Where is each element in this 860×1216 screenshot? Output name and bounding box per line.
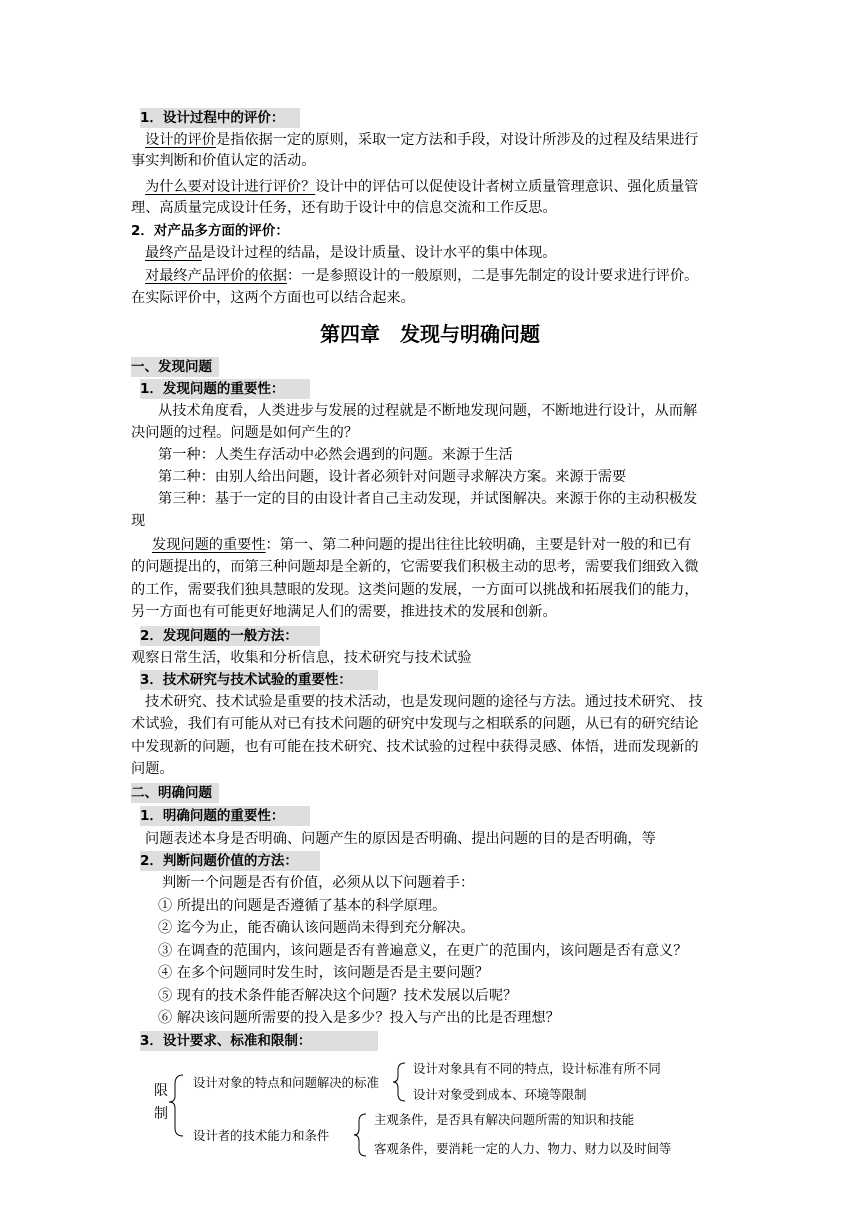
tree-branch-ability: 设计者的技术能力和条件 (193, 1128, 330, 1143)
paragraph-line: 事实判断和价值认定的活动。 (131, 153, 316, 169)
tree-leaf: 设计对象受到成本、环境等限制 (413, 1087, 587, 1102)
paragraph-line: 在实际评价中，这两个方面也可以结合起来。 (131, 290, 415, 306)
list-line: 第三种：基于一定的目的由设计者自己主动发现，并试图解决。来源于你的主动积极发 (158, 491, 698, 507)
paragraph-line: 术试验，我们有可能从对已有技术问题的研究中发现与之相联系的问题，从已有的研究结论 (131, 716, 699, 732)
term-underlined: 为什么要对设计进行评价？ (145, 179, 316, 195)
list-item: ① 所提出的问题是否遵循了基本的科学原理。 (158, 898, 447, 914)
paragraph-line: 另一方面也有可能更好地满足人们的需要，推进技术的发展和创新。 (131, 604, 557, 620)
paragraph-line: 的工作，需要我们独具慧眼的发现。这类问题的发展，一方面可以挑战和拓展我们的能力， (131, 582, 699, 598)
subheading-value-method: 2．判断问题价值的方法： (140, 851, 320, 871)
tree-leaf: 设计对象具有不同的特点，设计标准有所不同 (413, 1061, 661, 1076)
part-heading-clarify: 二、明确问题 (131, 783, 219, 803)
section-heading-product-evaluation: 2．对产品多方面的评价： (131, 223, 289, 239)
brace-branch-1 (393, 1063, 405, 1101)
tree-leaf: 主观条件，是否具有解决问题所需的知识和技能 (374, 1112, 635, 1127)
list-item: ② 迄今为止，能否确认该问题尚未得到充分解决。 (158, 920, 475, 936)
paragraph-line: 为什么要对设计进行评价？设计中的评估可以促使设计者树立质量管理意识、强化质量管 (145, 179, 699, 195)
paragraph-line: 判断一个问题是否有价值，必须从以下问题着手： (162, 875, 475, 891)
list-item: ④ 在多个问题同时发生时，该问题是否是主要问题？ (158, 965, 489, 981)
paragraph-line: 问题表述本身是否明确、问题产生的原因是否明确、提出问题的目的是否明确，等 (145, 831, 656, 847)
tree-leaf: 客观条件，要消耗一定的人力、物力、财力以及时间等 (374, 1141, 672, 1156)
paragraph-line: 最终产品是设计过程的结晶，是设计质量、设计水平的集中体现。 (145, 245, 557, 261)
brace-main (169, 1075, 183, 1136)
list-line: 现 (131, 513, 146, 529)
subheading-requirements: 3．设计要求、标准和限制： (140, 1031, 378, 1051)
list-item: ⑤ 现有的技术条件能否解决这个问题？技术发展以后呢？ (158, 988, 518, 1004)
paragraph-line: 观察日常生活，收集和分析信息，技术研究与技术试验 (131, 650, 472, 666)
list-item: ⑥ 解决该问题所需要的投入是多少？投入与产出的比是否理想？ (158, 1010, 560, 1026)
subheading-clarify-importance: 1．明确问题的重要性： (140, 806, 310, 826)
paragraph-line: 技术研究、技术试验是重要的技术活动，也是发现问题的途径与方法。通过技术研究、 技 (145, 694, 703, 710)
brace-branch-2 (354, 1114, 366, 1156)
paragraph-line: 设计的评价是指依据一定的原则，采取一定方法和手段，对设计所涉及的过程及结果进行 (145, 132, 699, 148)
paragraph-line: 的问题提出的，而第三种问题却是全新的，它需要我们积极主动的思考，需要我们细致入微 (131, 559, 699, 575)
paragraph-line: 问题。 (131, 761, 174, 777)
paragraph-line: 发现问题的重要性：第一、第二种问题的提出往往比较明确，主要是针对一般的和已有 (152, 537, 692, 553)
tree-branch-standards: 设计对象的特点和问题解决的标准 (193, 1075, 379, 1090)
term-underlined: 最终产品 (145, 245, 202, 261)
subheading-tech-research: 3．技术研究与技术试验的重要性： (140, 670, 378, 690)
list-item: ③ 在调查的范围内，该问题是否有普遍意义，在更广的范围内，该问题是否有意义？ (158, 943, 688, 959)
chapter-title: 第四章 发现与明确问题 (320, 322, 540, 346)
section-heading-design-evaluation: 1．设计过程中的评价： (140, 108, 300, 128)
paragraph-line: 从技术角度看，人类进步与发展的过程就是不断地发现问题，不断地进行设计，从而解 (158, 403, 698, 419)
paragraph-line: 决问题的过程。问题是如何产生的？ (131, 425, 359, 441)
paragraph-line: 中发现新的问题，也有可能在技术研究、技术试验的过程中获得灵感、体悟，进而发现新的 (131, 739, 699, 755)
list-line: 第二种：由别人给出问题，设计者必须针对问题寻求解决方案。来源于需要 (158, 469, 627, 485)
term-underlined: 对最终产品评价的依据 (145, 268, 287, 284)
subheading-methods: 2．发现问题的一般方法： (140, 626, 320, 646)
part-heading-discover: 一、发现问题 (131, 357, 219, 377)
paragraph-line: 对最终产品评价的依据：一是参照设计的一般原则，二是事先制定的设计要求进行评价。 (145, 268, 699, 284)
paragraph-line: 理、高质量完成设计任务，还有助于设计中的信息交流和工作反思。 (131, 200, 557, 216)
tree-root-char-2: 制 (154, 1106, 168, 1122)
list-line: 第一种：人类生存活动中必然会遇到的问题。来源于生活 (158, 447, 513, 463)
tree-root-char-1: 限 (154, 1083, 168, 1099)
subheading-importance: 1．发现问题的重要性： (140, 379, 310, 399)
term-underlined: 发现问题的重要性 (152, 537, 266, 553)
term-underlined: 设计的评价 (145, 132, 216, 148)
